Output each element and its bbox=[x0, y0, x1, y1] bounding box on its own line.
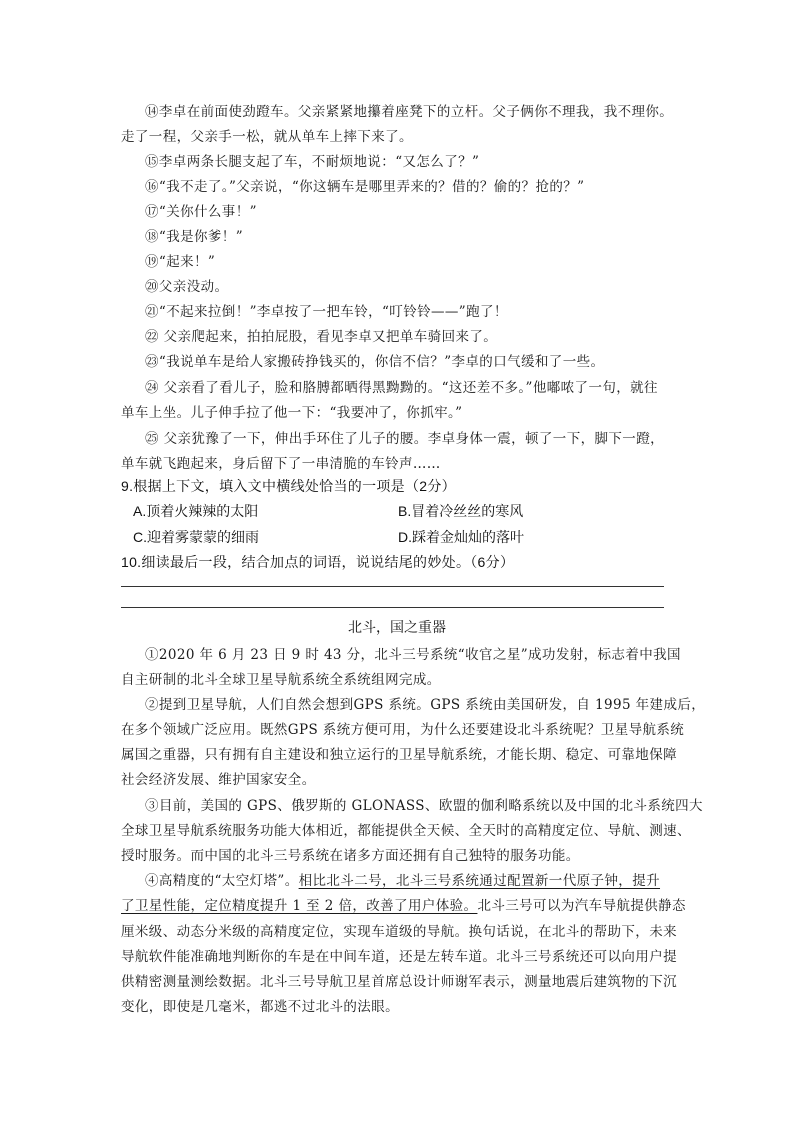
article-paragraph-4-l6: 变化，即使是几毫米，都逃不过北斗的法眼。 bbox=[121, 999, 399, 1015]
paragraph-4-text: 北斗三号可以为汽车导航提供静态 bbox=[477, 898, 686, 914]
article-paragraph-4-l3: 厘米级、动态分米级的高精度定位，实现车道级的导航。换句话说，在北斗的帮助下，未来 bbox=[121, 924, 677, 940]
story-paragraph-21: ㉑“不起来拉倒！”李卓按了一把车铃，“叮铃铃——”跑了！ bbox=[145, 304, 508, 320]
answer-line-1[interactable] bbox=[121, 586, 664, 587]
story-paragraph-25-cont: 单车就飞跑起来，身后留下了一串清脆的车铃声…… bbox=[121, 456, 441, 472]
article-paragraph-2-l3: 属国之重器，只有拥有自主建设和独立运行的卫星导航系统，才能长期、稳定、可靠地保障 bbox=[121, 747, 677, 763]
question-9-option-b[interactable]: B.冒着冷丝丝的寒风 bbox=[398, 503, 524, 519]
story-paragraph-20: ⑳父亲没动。 bbox=[145, 279, 229, 295]
story-paragraph-25: ㉕ 父亲犹豫了一下，伸出手环住了儿子的腰。李卓身体一震，顿了一下，脚下一蹬， bbox=[145, 431, 664, 447]
article-paragraph-3: ③目前，美国的 GPS、俄罗斯的 GLONASS、欧盟的伽利略系统以及中国的北斗系统四大 bbox=[145, 798, 703, 814]
article-paragraph-2: ②提到卫星导航，人们自然会想到GPS 系统。GPS 系统由美国研发，自 1995 年建成后， bbox=[145, 697, 706, 713]
article-paragraph-4-l4: 导航软件能准确地判断你的车是在中间车道，还是左转车道。北斗三号系统还可以向用户提 bbox=[121, 949, 677, 965]
article-paragraph-3-l2: 全球卫星导航系统服务功能大体相近，都能提供全天候、全天时的高精度定位、导航、测速、 bbox=[121, 823, 691, 839]
story-paragraph-15: ⑮李卓两条长腿支起了车，不耐烦地说：“又怎么了？” bbox=[145, 154, 480, 170]
question-9-option-c[interactable]: C.迎着雾蒙蒙的细雨 bbox=[133, 529, 259, 545]
paragraph-4-heading: ④高精度的“太空灯塔”。 bbox=[145, 873, 299, 889]
article-title: 北斗，国之重器 bbox=[348, 619, 446, 635]
story-paragraph-14: ⑭李卓在前面使劲蹬车。父亲紧紧地攥着座凳下的立杆。父子俩你不理我，我不理你。 bbox=[145, 104, 674, 120]
question-9-option-a[interactable]: A.顶着火辣辣的太阳 bbox=[133, 503, 259, 519]
story-paragraph-17: ⑰“关你什么事！” bbox=[145, 204, 257, 220]
answer-line-2[interactable] bbox=[121, 607, 664, 608]
story-paragraph-22: ㉒ 父亲爬起来，拍拍屁股，看见李卓又把单车骑回来了。 bbox=[145, 329, 498, 345]
article-paragraph-3-l3: 授时服务。而中国的北斗三号系统在诸多方面还拥有自己独特的服务功能。 bbox=[121, 848, 580, 864]
question-9-prompt: 9.根据上下文，填入文中横线处恰当的一项是（2分） bbox=[121, 478, 456, 494]
article-paragraph-4 bbox=[145, 869, 660, 889]
story-paragraph-19: ⑲“起来！” bbox=[145, 254, 216, 270]
article-paragraph-4-l2 bbox=[121, 894, 686, 914]
article-paragraph-1: ①2020 年 6 月 23 日 9 时 43 分，北斗三号系统“收官之星”成功发射，标志着中我国 bbox=[145, 647, 681, 663]
story-paragraph-14-cont: 走了一程，父亲手一松，就从单车上摔下来了。 bbox=[121, 129, 413, 145]
question-10-prompt: 10.细读最后一段，结合加点的词语，说说结尾的妙处。（6分） bbox=[121, 554, 515, 570]
story-paragraph-24-cont: 单车上坐。儿子伸手拉了他一下：“我要冲了，你抓牢。” bbox=[121, 405, 463, 421]
article-paragraph-4-l5: 供精密测量测绘数据。北斗三号导航卫星首席总设计师谢军表示，测量地震后建筑物的下沉 bbox=[121, 974, 677, 990]
story-paragraph-24: ㉔ 父亲看了看儿子，脸和胳膊都晒得黑黝黝的。“这还差不多。”他嘟哝了一句，就往 bbox=[145, 380, 658, 396]
question-9-option-d[interactable]: D.踩着金灿灿的落叶 bbox=[398, 529, 524, 545]
story-paragraph-18: ⑱“我是你爹！” bbox=[145, 229, 244, 245]
article-paragraph-2-l4: 社会经济发展、维护国家安全。 bbox=[121, 772, 316, 788]
article-paragraph-2-l2: 在多个领域广泛应用。既然GPS 系统方便可用，为什么还要建设北斗系统呢？卫星导航系统 bbox=[121, 722, 685, 738]
story-paragraph-16: ⑯“我不走了。”父亲说，“你这辆车是哪里弄来的？借的？偷的？抢的？” bbox=[145, 179, 585, 195]
article-paragraph-1-cont: 自主研制的北斗全球卫星导航系统全系统组网完成。 bbox=[121, 672, 441, 688]
underlined-sentence: 相比北斗二号，北斗三号系统通过配置新一代原子钟，提升 bbox=[298, 873, 661, 889]
story-paragraph-23: ㉓“我说单车是给人家搬砖挣钱买的，你信不信？”李卓的口气缓和了一些。 bbox=[145, 354, 605, 370]
underlined-sentence-cont: 了卫星性能，定位精度提升 1 至 2 倍，改善了用户体验。 bbox=[121, 898, 478, 914]
